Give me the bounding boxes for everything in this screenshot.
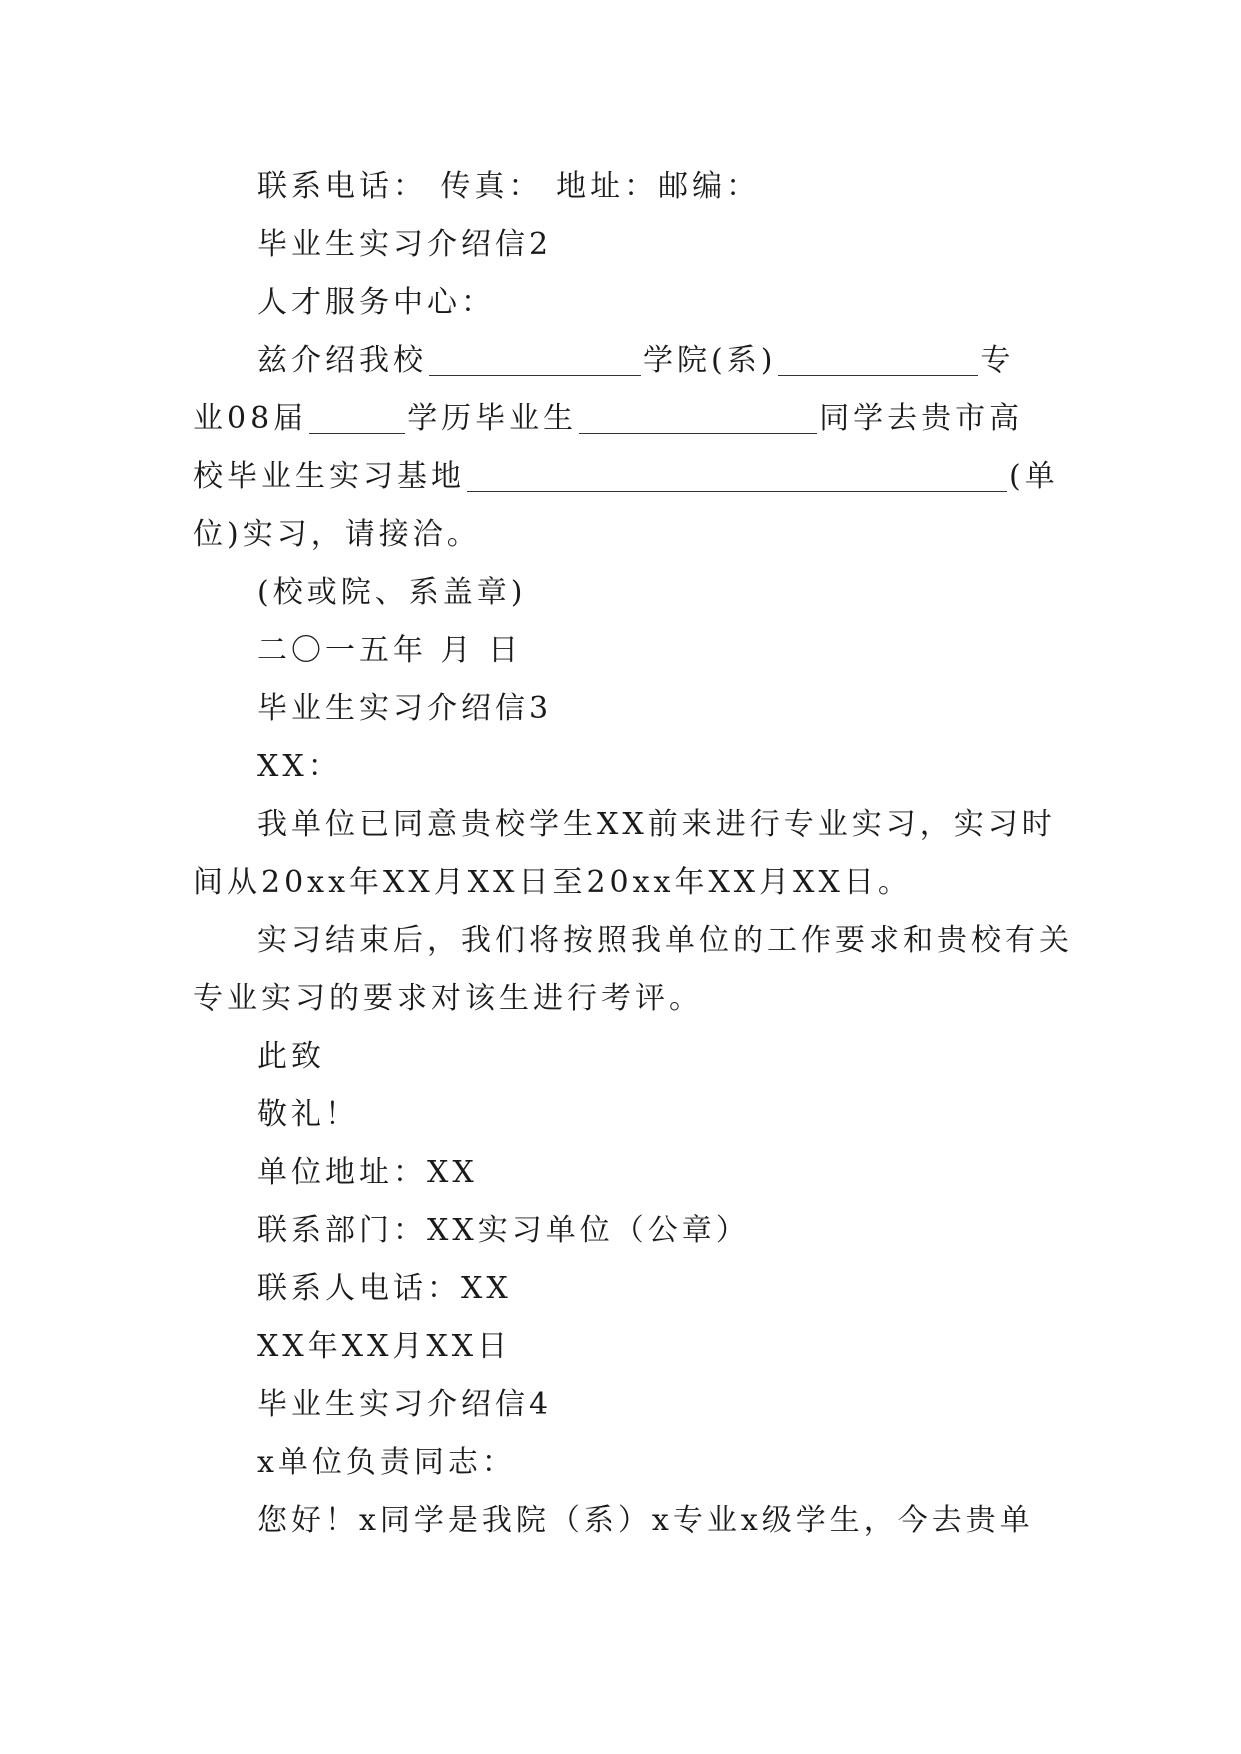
salutation: XX： <box>257 749 342 784</box>
intro-text: 业08届 <box>193 401 308 436</box>
contact-line: 联系电话： 传真： 地址：邮编： <box>257 169 761 204</box>
date-line: 二〇一五年 月 日 <box>257 633 523 668</box>
student-name-blank <box>579 403 817 434</box>
contact-department: 联系部门：XX实习单位（公章） <box>257 1213 750 1248</box>
intro-paragraph-line-3 <box>193 448 1059 506</box>
intro-text: (单 <box>1009 459 1059 494</box>
intro-paragraph-line-1 <box>193 332 1051 390</box>
contact-phone: 联系人电话：XX <box>257 1271 512 1306</box>
paragraph-line: 实习结束后，我们将按照我单位的工作要求和贵校有关 <box>257 923 1073 958</box>
closing-line: 敬礼！ <box>257 1097 359 1132</box>
school-blank <box>429 345 641 376</box>
document-body <box>193 158 1073 1550</box>
intro-text: 兹介绍我校 <box>257 343 427 378</box>
intro-text: 校毕业生实习基地 <box>193 459 465 494</box>
letter-heading-4: 毕业生实习介绍信4 <box>257 1387 553 1422</box>
paragraph-line: 专业实习的要求对该生进行考评。 <box>193 981 703 1016</box>
degree-blank <box>309 403 405 434</box>
seal-note: (校或院、系盖章) <box>257 575 527 610</box>
closing-line: 此致 <box>257 1039 325 1074</box>
recipient-line: 人才服务中心： <box>257 285 495 320</box>
signature-date: XX年XX月XX日 <box>257 1329 512 1364</box>
unit-address: 单位地址：XX <box>257 1155 478 1190</box>
intro-paragraph-line-4: 位)实习，请接洽。 <box>193 517 481 552</box>
intro-text: 同学去贵市高 <box>819 401 1024 436</box>
intro-text: 学院(系) <box>643 343 777 378</box>
department-blank <box>778 345 978 376</box>
paragraph-line: 间从20xx年XX月XX日至20xx年XX月XX日。 <box>193 865 912 900</box>
intro-text: 专 <box>980 343 1015 378</box>
salutation: x单位负责同志： <box>257 1445 516 1480</box>
intro-text: 学历毕业生 <box>407 401 578 436</box>
base-unit-blank <box>467 461 1007 492</box>
paragraph-line: 我单位已同意贵校学生XX前来进行专业实习，实习时 <box>257 807 1056 842</box>
intro-paragraph-line-2 <box>193 390 1051 448</box>
letter-heading-2: 毕业生实习介绍信2 <box>257 227 553 262</box>
letter-heading-3: 毕业生实习介绍信3 <box>257 691 553 726</box>
paragraph-line: 您好！x同学是我院（系）x专业x级学生，今去贵单 <box>257 1503 1034 1538</box>
